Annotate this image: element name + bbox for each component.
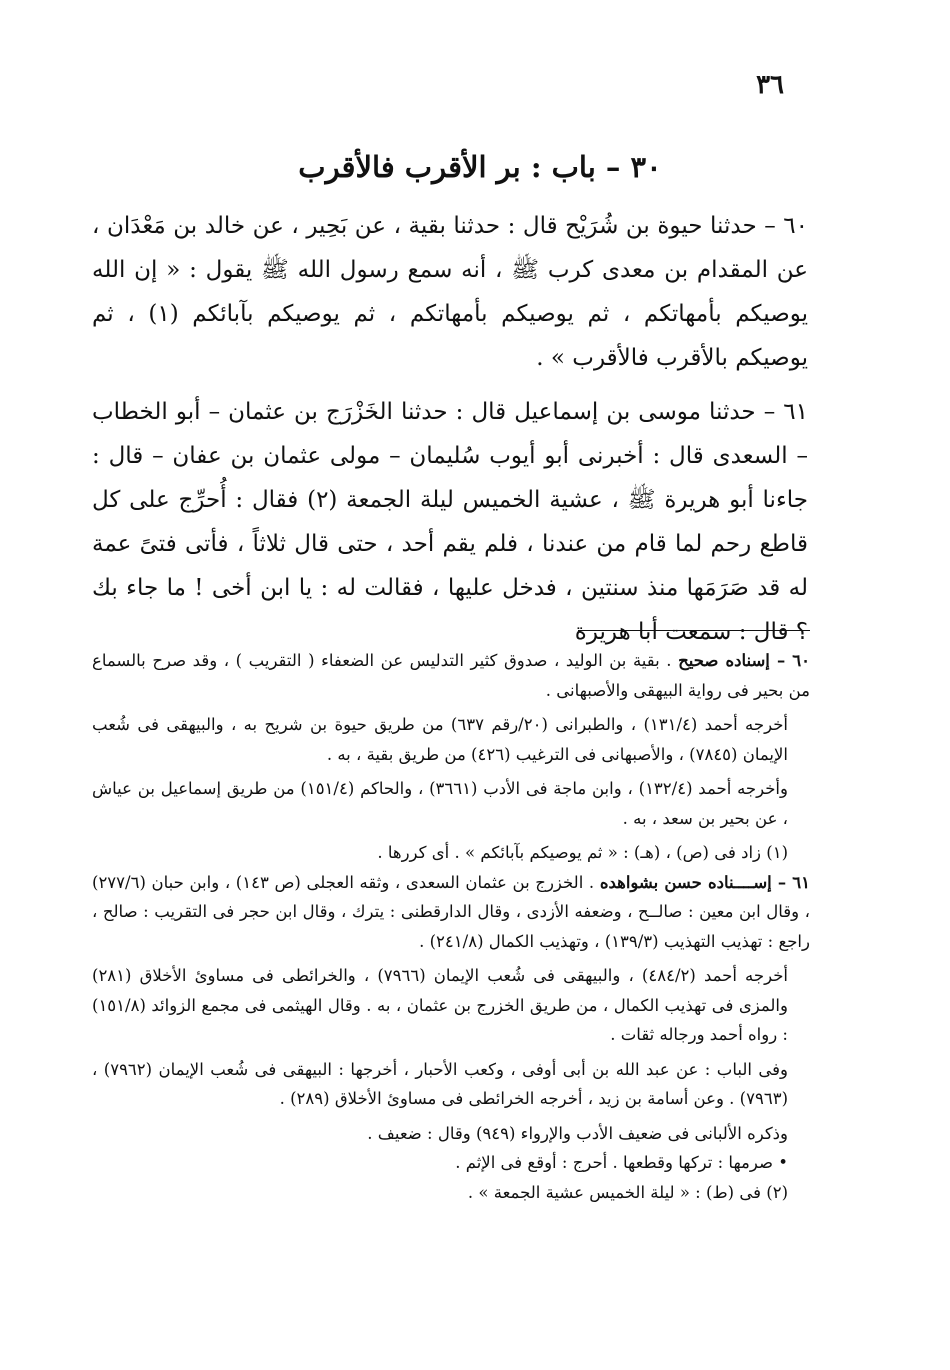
footnote-separator (578, 630, 810, 631)
footnote-1: (١) زاد فى (ص) ، (هـ) : « ثم يوصيكم بآبائكم » . أى كررها . (377, 843, 788, 862)
footnote-61-albani: وذكره الألبانى فى ضعيف الأدب والإرواء (٩٤٩) وقال : ضعيف . (367, 1123, 788, 1143)
gloss-note: • صرمها : تركها وقطعها . أحرج : أوقع فى الإثم . (455, 1153, 788, 1172)
hadith-61 (92, 390, 808, 654)
footnote-61-bab: وفى الباب : عن عبد الله بن أبى أوفى ، وكعب الأحبار ، أخرجها : البيهقى فى شُعب الإيمان (٧٩٦٢) ، (٧٩٦٣) . وعن أسامة بن زيد ، أخرجه الخرائطى فى مساوئ الأخلاق (٢٨٩) . (92, 1059, 788, 1108)
page-number: ٣٦ (756, 70, 784, 100)
footnote-61-takhrij: أخرجه أحمد (٤٨٤/٢) ، والبيهقى فى شُعب الإيمان (٧٩٦٦) ، والخرائطى فى مساوئ الأخلاق (٢٨١) والمزى فى تهذيب الكمال ، من طريق الخزرج بن عثمان ، به . وقال الهيثمى فى مجمع الزوائد (١٥١/٨) : رواه أحمد ورجاله ثقات . (92, 966, 788, 1044)
footnote-60-isnad (92, 646, 810, 705)
footnote-60-takhrij-2: وأخرجه أحمد (١٣٢/٤) ، وابن ماجة فى الأدب (٣٦٦١) ، والحاكم (١٥١/٤) من طريق إسماعيل بن عياش ، عن بحير بن سعد ، به . (92, 779, 788, 828)
footnote-60-takhrij-1: أخرجه أحمد (١٣١/٤) ، والطبرانى (٢٠/رقم ٦٣٧) من طريق حيوة بن شريح به ، والبيهقى فى شُعب الإيمان (٧٨٤٥) ، والأصبهانى فى الترغيب (٤٢٦) من طريق بقية ، به . (92, 715, 788, 764)
chapter-title: ٣٠ – باب : بر الأقرب فالأقرب (298, 150, 662, 184)
footnote-text: . بقية بن الوليد ، صدوق كثير التدليس عن الضعفاء ( التقريب ) ، وقد صرح بالسماع من بحير فى رواية البيهقى والأصبهانى . (92, 651, 810, 700)
footnote-grade-label: ٦٠ – إسناده صحيح (678, 651, 810, 670)
main-text (92, 204, 808, 664)
footnote-grade-label: ٦١ – إســــناده حسن بشواهده (599, 872, 810, 892)
hadith-text: ٦٠ – حدثنا حيوة بن شُرَيْح قال : حدثنا بقية ، عن بَحِير ، عن خالد بن مَعْدَان ، عن المقدام بن معدى كرب ﷺ ، أنه سمع رسول الله ﷺ يقول : « إن الله يوصيكم بأمهاتكم ، ثم يوصيكم بأمهاتكم ، ثم يوصيكم بآبائكم (١) ، ثم يوصيكم بالأقرب فالأقرب » . (92, 213, 809, 371)
footnote-61-isnad (92, 868, 810, 957)
footnote-2: (٢) فى (ط) : « ليلة الخميس عشية الجمعة » . (467, 1182, 788, 1202)
footnotes (92, 646, 810, 1207)
hadith-text: ٦١ – حدثنا موسى بن إسماعيل قال : حدثنا الخَزْرَج بن عثمان – أبو الخطاب – السعدى قال : أخبرنى أبو أيوب سُليمان – مولى عثمان بن عفان – قال : جاءنا أبو هريرة ﷺ ، عشية الخميس ليلة الجمعة (٢) فقال : أُحرِّج على كل قاطع رحم لما قام من عندنا ، فلم يقم أحد ، حتى قال ثلاثاً ، فأتى فتىً عمة له قد صَرَمَها منذ سنتين ، فدخل عليها ، فقالت له : يا ابن أخى ! ما جاء بك ؟ قال : سمعت أبا هريرة (92, 399, 808, 645)
hadith-60 (92, 204, 808, 380)
footnote-text: . الخزرج بن عثمان السعدى ، وثقه العجلى (ص ١٤٣) ، وابن حبان (٢٧٧/٦) ، وقال ابن معين : صالــح ، وضعفه الأزدى ، وقال الدارقطنى : يترك ، وقال ابن حجر فى التقريب : صالح ، راجع : تهذيب التهذيب (١٣٩/٣) ، وتهذيب الكمال (٢٤١/٨) . (92, 872, 810, 951)
